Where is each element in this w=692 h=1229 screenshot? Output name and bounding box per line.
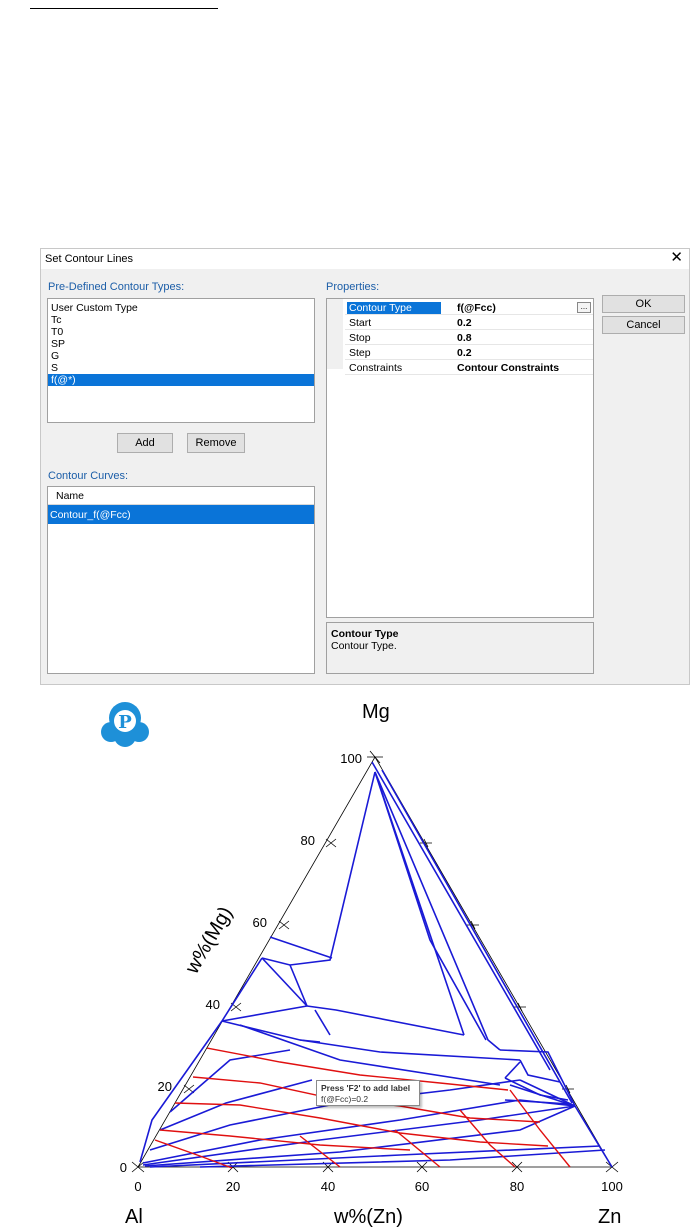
property-value[interactable]: 0.2: [457, 347, 472, 359]
phase-boundaries: [140, 762, 612, 1167]
property-name: Stop: [349, 332, 371, 344]
left-tick-label: 40: [205, 997, 220, 1012]
close-icon[interactable]: ✕: [670, 249, 683, 266]
left-tick-label: 80: [300, 833, 315, 848]
curve-name: Contour_f(@Fcc): [50, 509, 131, 521]
logo-letter: P: [118, 712, 132, 733]
contour-curves-label: Contour Curves:: [48, 470, 129, 482]
property-value[interactable]: 0.2: [457, 317, 472, 329]
predefined-types-label: Pre-Defined Contour Types:: [48, 281, 185, 293]
bottom-tick-label: 60: [414, 1179, 430, 1194]
property-name: Contour Type: [347, 302, 441, 314]
ok-button[interactable]: OK: [602, 295, 685, 313]
property-name: Constraints: [349, 362, 403, 374]
apex-label-mg: Mg: [362, 701, 390, 723]
predefined-type-item[interactable]: f(@*): [48, 374, 314, 386]
left-axis-title: w%(Mg): [181, 902, 238, 978]
description-text: Contour Type.: [331, 640, 397, 652]
corner-label-zn: Zn: [598, 1206, 622, 1228]
bottom-tick-label: 20: [225, 1179, 241, 1194]
dialog-title: Set Contour Lines: [45, 253, 134, 265]
f2-tooltip: [316, 1080, 420, 1106]
left-tick-label: 60: [252, 915, 267, 930]
curves-header-name: Name: [56, 490, 85, 502]
properties-label: Properties:: [326, 281, 380, 293]
bottom-axis-title: w%(Zn): [334, 1206, 403, 1228]
remove-button[interactable]: Remove: [187, 433, 245, 453]
bottom-tick-label: 40: [320, 1179, 336, 1194]
predefined-type-item[interactable]: T0: [51, 326, 64, 338]
ellipsis-button[interactable]: ...: [577, 302, 591, 313]
left-tick-label: 100: [340, 751, 362, 766]
bottom-tick-label: 80: [509, 1179, 525, 1194]
description-title: Contour Type: [331, 628, 399, 640]
left-tick-label: 20: [157, 1079, 172, 1094]
cancel-button[interactable]: Cancel: [602, 316, 685, 334]
predefined-type-item[interactable]: S: [51, 362, 59, 374]
corner-label-al: Al: [125, 1206, 143, 1228]
bottom-tick-label: 100: [601, 1179, 623, 1194]
predefined-type-item[interactable]: G: [51, 350, 60, 362]
tooltip-value: f(@Fcc)=0.2: [321, 1094, 369, 1104]
property-value[interactable]: f(@Fcc): [457, 302, 496, 314]
property-value[interactable]: 0.8: [457, 332, 472, 344]
property-name: Step: [349, 347, 371, 359]
left-tick-label: 0: [119, 1160, 127, 1175]
property-name: Start: [349, 317, 372, 329]
tooltip-hint: Press 'F2' to add label: [321, 1083, 411, 1093]
property-value[interactable]: Contour Constraints: [457, 362, 560, 374]
add-button[interactable]: Add: [117, 433, 173, 453]
predefined-type-item[interactable]: Tc: [51, 314, 62, 326]
bottom-tick-label: 0: [134, 1179, 142, 1194]
predefined-type-item[interactable]: SP: [51, 338, 66, 350]
predefined-type-item[interactable]: User Custom Type: [51, 302, 138, 314]
